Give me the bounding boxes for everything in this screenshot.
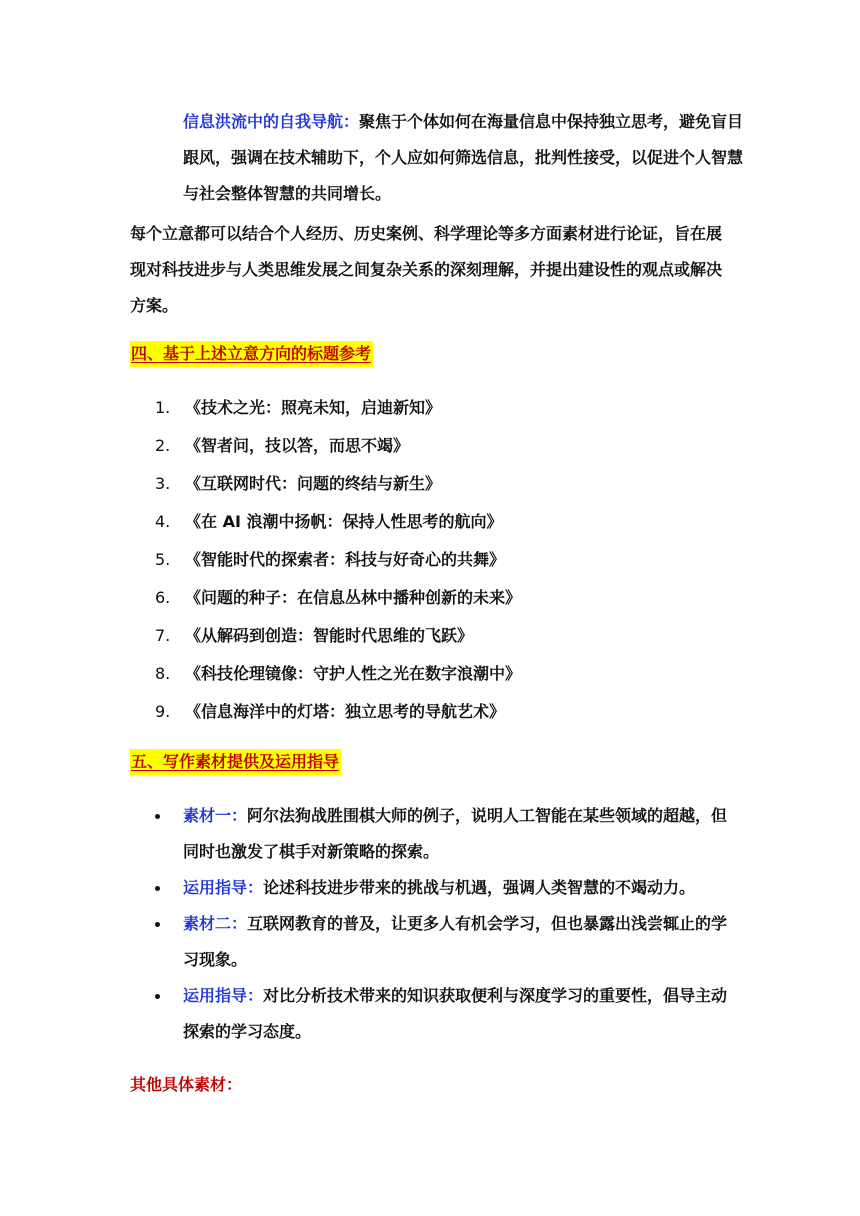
list-title: 《智者问，技以答，而思不竭》 — [185, 436, 410, 455]
list-number: 8. — [155, 664, 171, 683]
list-item — [155, 693, 521, 731]
list-item — [155, 465, 521, 503]
list-title: 《在 AI 浪潮中扬帆：保持人性思考的航向》 — [185, 512, 503, 531]
list-title: 《从解码到创造：智能时代思维的飞跃》 — [185, 626, 474, 645]
bullet-icon — [155, 814, 160, 819]
list-title: 《智能时代的探索者：科技与好奇心的共舞》 — [185, 550, 506, 569]
list-number: 6. — [155, 588, 171, 607]
title-reference-list — [155, 389, 521, 731]
material-list — [155, 798, 740, 1050]
material-label: 素材一： — [183, 806, 248, 825]
material-item — [155, 906, 740, 978]
list-number: 3. — [155, 474, 171, 493]
material-item — [155, 978, 740, 1050]
bullet-icon — [155, 886, 160, 891]
list-item — [155, 427, 521, 465]
list-item — [155, 541, 521, 579]
material-label: 素材二： — [183, 914, 248, 933]
list-number: 1. — [155, 398, 171, 417]
intro-body: 聚焦于个体如何在海量信息中保持独立思考，避免盲目跟风，强调在技术辅助下，个人应如何筛选信息，批判性接受，以促进个人智慧与社会整体智慧的共同增长。 — [183, 112, 744, 203]
section4-heading: 四、基于上述立意方向的标题参考 — [130, 341, 373, 367]
intro-lead: 信息洪流中的自我导航： — [183, 112, 360, 131]
list-number: 4. — [155, 512, 171, 531]
list-number: 2. — [155, 436, 171, 455]
material-item — [155, 798, 740, 870]
material-text: 论述科技进步带来的挑战与机遇，强调人类智慧的不竭动力。 — [263, 878, 696, 897]
section5-heading: 五、写作素材提供及运用指导 — [130, 749, 341, 775]
list-item — [155, 503, 521, 541]
list-title: 《问题的种子：在信息丛林中播种创新的未来》 — [185, 588, 522, 607]
list-number: 7. — [155, 626, 171, 645]
list-number: 9. — [155, 702, 171, 721]
summary-text: 每个立意都可以结合个人经历、历史案例、科学理论等多方面素材进行论证，旨在展现对科技进步与人类思维发展之间复杂关系的深刻理解，并提出建设性的观点或解决方案。 — [130, 224, 723, 315]
list-number: 5. — [155, 550, 171, 569]
list-item — [155, 655, 521, 693]
material-label: 运用指导： — [183, 986, 264, 1005]
summary-paragraph — [130, 216, 730, 324]
list-title: 《科技伦理镜像：守护人性之光在数字浪潮中》 — [185, 664, 522, 683]
bullet-icon — [155, 922, 160, 927]
material-text: 对比分析技术带来的知识获取便利与深度学习的重要性，倡导主动探索的学习态度。 — [183, 986, 728, 1041]
bullet-icon — [155, 994, 160, 999]
material-item — [155, 870, 740, 906]
other-materials-title: 其他具体素材： — [130, 1075, 243, 1094]
list-title: 《互联网时代：问题的终结与新生》 — [185, 474, 442, 493]
list-title: 《技术之光：照亮未知，启迪新知》 — [185, 398, 442, 417]
intro-paragraph — [183, 104, 748, 212]
list-item — [155, 617, 521, 655]
list-title: 《信息海洋中的灯塔：独立思考的导航艺术》 — [185, 702, 506, 721]
material-text: 阿尔法狗战胜围棋大师的例子，说明人工智能在某些领域的超越，但同时也激发了棋手对新策略的探索。 — [183, 806, 728, 861]
list-item — [155, 389, 521, 427]
list-item — [155, 579, 521, 617]
material-label: 运用指导： — [183, 878, 264, 897]
material-text: 互联网教育的普及，让更多人有机会学习，但也暴露出浅尝辄止的学习现象。 — [183, 914, 728, 969]
